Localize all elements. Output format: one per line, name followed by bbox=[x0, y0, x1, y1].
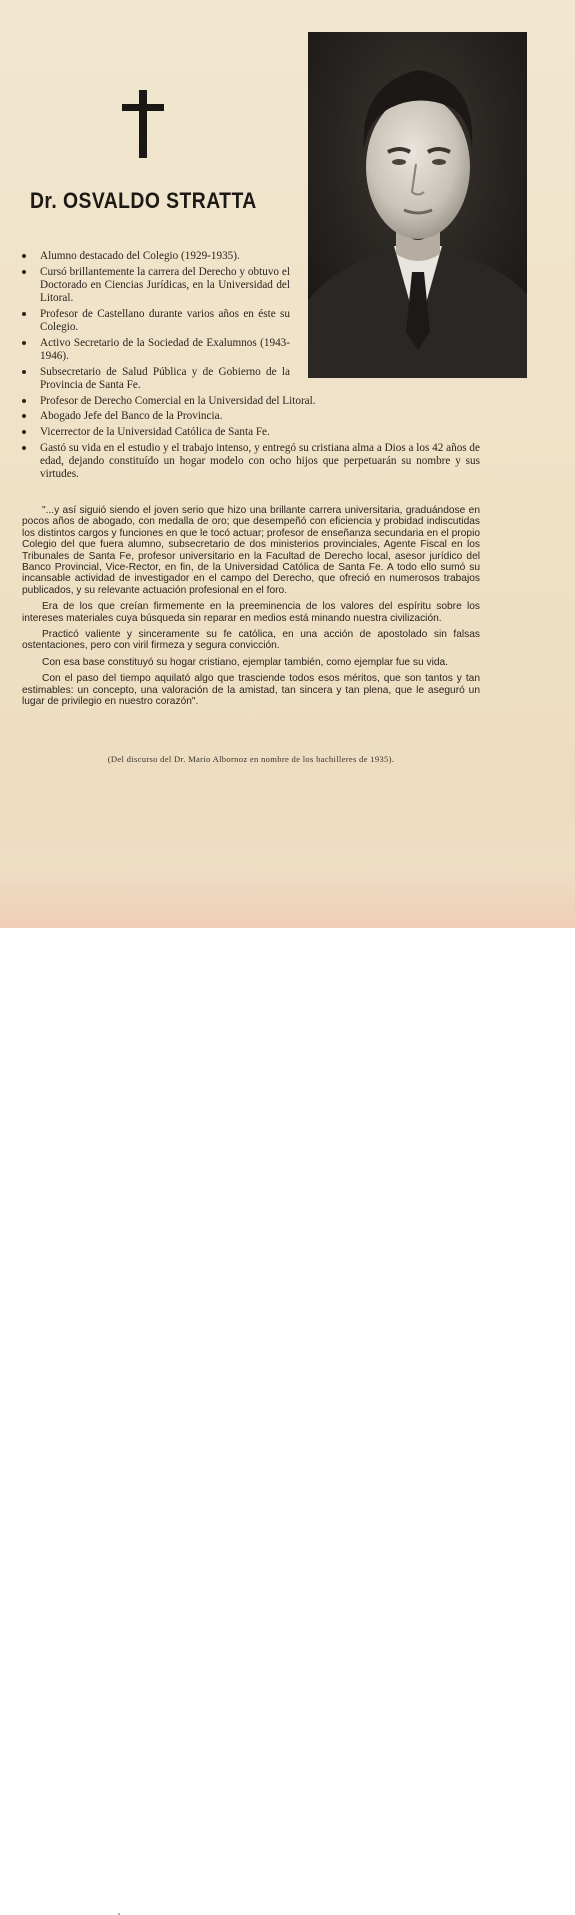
list-item: Subsecretario de Salud Pública y de Gobierno de la Provincia de Santa Fe. bbox=[18, 366, 290, 392]
latin-cross-icon bbox=[120, 90, 166, 158]
list-item: Profesor de Derecho Comercial en la Universidad del Litoral. bbox=[18, 395, 480, 408]
speech-quote bbox=[22, 505, 480, 713]
quote-paragraph: "...y así siguió siendo el joven serio que hizo una brillante carrera universitaria, graduándose en pocos años de abogado, con medalla de oro; que desempeñó con eficiencia y probidad indiscutidas los distintos cargos y funciones en que le tocó actuar; profesor de enseñanza secundaria en el propio Colegio del que fuera alumno, subsecretario de dos ministerios provinciales, Agente Fiscal en los Tribunales de Santa Fe, profesor universitario en la Facultad de Derecho local, asesor jurídico del Banco Provincial, Vice-Rector, en fin, de la Universidad Católica de Santa Fe. A todo ello sumó su incansable actividad de investigador en el campo del Derecho, que ofreció en numerosos trabajos publicados, y su relevante actuación profesional en el foro. bbox=[22, 505, 480, 596]
blank-margin bbox=[0, 928, 575, 1024]
list-item: Alumno destacado del Colegio (1929-1935). bbox=[18, 250, 290, 263]
quote-credit: (Del discurso del Dr. Mario Albornoz en nombre de los bachilleres de 1935). bbox=[107, 754, 395, 764]
list-item: Abogado Jefe del Banco de la Provincia. bbox=[18, 410, 480, 423]
list-item: Cursó brillantemente la carrera del Derecho y obtuvo el Doctorado en Ciencias Jurídicas, en la Universidad del Litoral. bbox=[18, 266, 290, 306]
quote-paragraph: Con el paso del tiempo aquilató algo que trasciende todos esos méritos, que son tantos y tan estimables: un concepto, una valoración de la amistad, tan sincera y tan plena, que le aseguró un lugar de privilegio en nuestro corazón". bbox=[22, 673, 480, 708]
page-title: Dr. OSVALDO STRATTA bbox=[30, 188, 257, 213]
memorial-page bbox=[0, 0, 575, 928]
list-item: Gastó su vida en el estudio y el trabajo intenso, y entregó su cristiana alma a Dios a los 42 años de edad, dejando constituído un hogar modelo con ocho hijos que perpetuarán su nombre y sus virtudes. bbox=[18, 442, 480, 482]
list-item: Activo Secretario de la Sociedad de Exalumnos (1943-1946). bbox=[18, 337, 290, 363]
quote-paragraph: Con esa base constituyó su hogar cristiano, ejemplar también, como ejemplar fue su vida. bbox=[42, 656, 449, 668]
quote-paragraph: Practicó valiente y sinceramente su fe católica, en una acción de apostolado sin falsas ostentaciones, pero con viril firmeza y segura convicción. bbox=[22, 629, 480, 652]
biography-list bbox=[18, 250, 480, 484]
list-item: Vicerrector de la Universidad Católica de Santa Fe. bbox=[18, 426, 480, 439]
list-item: Profesor de Castellano durante varios años en éste su Colegio. bbox=[18, 308, 290, 334]
quote-paragraph: Era de los que creían firmemente en la preeminencia de los valores del espíritu sobre los intereses materiales cuya búsqueda sin reparar en medios está minando nuestra civilización. bbox=[22, 601, 480, 624]
